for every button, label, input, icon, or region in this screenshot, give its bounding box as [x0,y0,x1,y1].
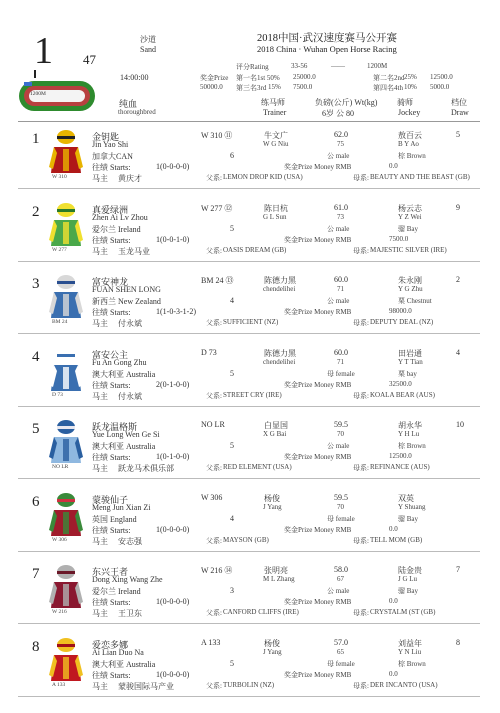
entry-divider [18,551,480,552]
horse-age: 5 [230,659,234,668]
header-trainer-cn: 练马师 [261,98,285,107]
horse-weight: 60.0 [334,275,348,284]
prize-money-label: 奖金Prize Money RMB [284,381,352,389]
horse-dam: BEAUTY AND THE BEAST (GB) [370,173,470,181]
horse-jockey-en: Y Z Wei [398,213,422,221]
horse-rating: BM 24 ⑬ [201,276,234,285]
silk-label: D 73 [52,392,63,398]
race-time: 14:00:00 [120,73,149,82]
horse-trainer-en: G L Sun [263,213,287,221]
surface-cn: 沙道 [140,35,156,44]
horse-number: 6 [32,494,40,510]
horse-name-cn: 东兴王者 [92,567,129,577]
horse-color: 棕 Brown [398,442,426,450]
race-title: 2018中国·武汉速度赛马公开赛 [257,33,397,44]
horse-prize: 12500.0 [389,452,412,460]
horse-trainer-en: J Yang [263,648,282,656]
horse-trainer-cn: 张明亮 [264,566,288,575]
prize-money-label: 奖金Prize Money RMB [284,671,352,679]
entry-divider [18,478,480,479]
sire-label: 父系: [206,464,222,472]
horse-sire: MAYSON (GB) [223,536,269,544]
horse-sire: TURBOLIN (NZ) [223,681,275,689]
owner-label: 马主 [92,609,108,618]
horse-weight-lb: 70 [337,430,344,438]
prize-label: 奖金Prize [200,74,229,82]
horse-jockey-cn: 胡永华 [398,421,422,430]
horse-age: 3 [230,586,234,595]
career-label: 往绩 Starts: [92,671,131,680]
header-jockey-en: Jockey [398,108,421,117]
prize-3rd-value: 7500.0 [293,83,313,91]
prize-money-label: 奖金Prize Money RMB [284,526,352,534]
horse-number: 7 [32,566,40,582]
horse-sire: LEMON DROP KID (USA) [223,173,303,181]
horse-weight-lb: 71 [337,358,344,366]
horse-sire: SUFFICIENT (NZ) [223,318,279,326]
owner-label: 马主 [92,174,108,183]
race-subtitle: 2018 China · Wuhan Open Horse Racing [257,44,397,54]
horse-dam: TELL MOM (GB) [370,536,423,544]
horse-jockey-cn: 田岩通 [398,349,422,358]
horse-sex: 母 female [327,515,355,523]
career-label: 往绩 Starts: [92,236,131,245]
horse-rating: A 133 [201,638,221,647]
horse-jockey-en: B Y Ao [398,140,419,148]
header-draw-en: Draw [451,108,469,117]
horse-number: 1 [32,131,40,147]
prize-money-label: 奖金Prize Money RMB [284,308,352,316]
prize-4th-value: 5000.0 [430,83,450,91]
horse-origin: 澳大利亚 Australia [92,442,156,451]
horse-origin: 澳大利亚 Australia [92,660,156,669]
career-label: 往绩 Starts: [92,526,131,535]
class-cn: 纯血 [119,99,138,109]
horse-sire: CANFORD CLIFFS (IRE) [223,608,299,616]
horse-name-cn: 真爱绿洲 [92,205,129,215]
horse-trainer-cn: 杨俊 [264,494,280,503]
horse-name-en: Dong Xing Wang Zhe [92,575,163,584]
entry-divider [18,406,480,407]
sire-label: 父系: [206,682,222,690]
horse-owner: 付永斌 [118,319,142,328]
career-label: 往绩 Starts: [92,598,131,607]
horse-draw: 8 [456,638,460,647]
horse-trainer-cn: 陈德力黑 [264,349,296,358]
horse-origin: 英国 England [92,515,137,524]
horse-jockey-cn: 刘益年 [398,639,422,648]
horse-dam: MAJESTIC SILVER (IRE) [370,246,447,254]
prize-2nd-pct: 25% [404,73,417,81]
prize-money-label: 奖金Prize Money RMB [284,236,352,244]
horse-draw: 9 [456,203,460,212]
horse-name-cn: 富安神龙 [92,277,129,287]
career-label: 往绩 Starts: [92,381,131,390]
sire-label: 父系: [206,174,222,182]
horse-name-en: Meng Jun Xian Zi [92,503,151,512]
header-weight-cn: 负磅(公斤) Wt(kg) [315,98,378,107]
silk-label: NO LR [52,464,69,470]
horse-jockey-en: Y H Lu [398,430,420,438]
horse-number: 3 [32,276,40,292]
horse-sire: STREET CRY (IRE) [223,391,282,399]
horse-weight: 61.0 [334,203,348,212]
surface-en: Sand [140,45,156,54]
horse-jockey-en: Y Shuang [398,503,426,511]
horse-draw: 10 [456,420,464,429]
horse-weight-lb: 71 [337,285,344,293]
owner-label: 马主 [92,247,108,256]
horse-dam: DER INCANTO (USA) [370,681,438,689]
horse-prize: 0.0 [389,525,398,533]
horse-sire: RED ELEMENT (USA) [223,463,292,471]
horse-name-cn: 爱恋多娜 [92,640,129,650]
horse-origin: 新西兰 New Zealand [92,297,161,306]
horse-rating: W 310 ⑪ [201,131,233,140]
horse-owner: 玉龙马业 [118,247,150,256]
horse-draw: 7 [456,565,460,574]
horse-color: 骝 Bay [398,515,419,523]
horse-starts: 1(1-0-3-1-2) [156,307,196,316]
horse-name-cn: 蒙骏仙子 [92,495,129,505]
horse-draw: 2 [456,275,460,284]
dam-label: 母系: [353,392,369,400]
horse-prize: 0.0 [389,597,398,605]
horse-number: 8 [32,639,40,655]
entry-divider [18,696,480,697]
horse-dam: KOALA BEAR (AUS) [370,391,435,399]
horse-draw: 5 [456,130,460,139]
horse-name-en: Zhen Ai Lv Zhou [92,213,148,222]
horse-prize: 7500.0 [389,235,409,243]
horse-draw: 4 [456,348,460,357]
horse-owner: 黄庆才 [118,174,142,183]
horse-starts: 1(0-0-0-0) [156,525,190,534]
header-draw-cn: 档位 [451,98,467,107]
career-label: 往绩 Starts: [92,453,131,462]
horse-owner: 蒙骏国际马产业 [118,682,174,691]
horse-trainer-cn: 杨俊 [264,639,280,648]
horse-origin: 爱尔兰 Ireland [92,225,141,234]
silk-label: BM 24 [52,319,68,325]
prize-2nd-value: 12500.0 [430,73,453,81]
horse-name-en: Jin Yao Shi [92,140,129,149]
horse-weight: 59.5 [334,493,348,502]
silk-label: W 306 [52,537,67,543]
jockey-silks-icon [48,490,84,542]
horse-weight: 57.0 [334,638,348,647]
track-distance-label: 1200M [30,91,46,97]
horse-trainer-cn: 陈日杭 [264,204,288,213]
dam-label: 母系: [353,247,369,255]
owner-label: 马主 [92,392,108,401]
horse-sex: 母 female [327,660,355,668]
jockey-silks-icon [48,635,84,687]
prize-3rd-label: 第三名3rd [236,84,267,92]
start-marker-icon [34,70,46,78]
horse-trainer-en: chendelihei [263,358,296,366]
horse-jockey-cn: 杨云志 [398,204,422,213]
horse-color: 栗 bay [398,370,417,378]
horse-sex: 公 male [327,225,350,233]
horse-jockey-cn: 双英 [398,494,414,503]
class-en: thoroughbred [118,108,156,116]
entry-divider [18,188,480,189]
horse-prize: 0.0 [389,670,398,678]
header-weight-en: 6岁 公 80 [322,109,354,118]
horse-prize: 0.0 [389,162,398,170]
horse-starts: 1(0-0-0-0) [156,670,190,679]
horse-jockey-en: Y T Tian [398,358,423,366]
horse-weight: 60.0 [334,348,348,357]
dam-label: 母系: [353,174,369,182]
horse-weight-lb: 73 [337,213,344,221]
rating-label: 评分Rating [236,63,269,71]
horse-color: 棕 Brown [398,152,426,160]
horse-color: 栗 Chestnut [398,297,432,305]
horse-rating: D 73 [201,348,217,357]
prize-4th-pct: 10% [404,83,417,91]
horse-name-en: Ai Lian Duo Na [92,648,144,657]
horse-sex: 公 male [327,297,350,305]
horse-color: 骝 Bay [398,225,419,233]
silk-label: W 310 [52,174,67,180]
horse-age: 6 [230,151,234,160]
horse-name-cn: 富安公主 [92,350,129,360]
prize-money-label: 奖金Prize Money RMB [284,163,352,171]
horse-sire: OASIS DREAM (GB) [223,246,287,254]
horse-prize: 32500.0 [389,380,412,388]
horse-jockey-en: Y G Zhu [398,285,423,293]
prize-money-label: 奖金Prize Money RMB [284,453,352,461]
header-divider [18,121,480,122]
horse-weight-lb: 67 [337,575,344,583]
horse-weight-lb: 70 [337,503,344,511]
jockey-silks-icon [48,127,84,179]
horse-weight: 59.5 [334,420,348,429]
prize-total: 50000.0 [200,83,223,91]
horse-sex: 公 male [327,152,350,160]
horse-sex: 母 female [327,370,355,378]
horse-sex: 公 male [327,442,350,450]
horse-trainer-en: X G Bai [263,430,287,438]
horse-trainer-cn: 陈德力黑 [264,276,296,285]
prize-3rd-pct: 15% [268,83,281,91]
horse-weight-lb: 65 [337,648,344,656]
horse-starts: 1(0-0-1-0) [156,235,190,244]
horse-weight-lb: 75 [337,140,344,148]
sire-label: 父系: [206,609,222,617]
horse-starts: 2(0-1-0-0) [156,380,190,389]
sire-label: 父系: [206,247,222,255]
horse-name-en: Fu An Gong Zhu [92,358,147,367]
horse-rating: NO LR [201,420,225,429]
prize-1st-label: 第一名1st 50% [236,74,280,82]
horse-rating: W 277 ⑫ [201,204,233,213]
prize-4th-label: 第四名4th [373,84,403,92]
horse-color: 骝 Bay [398,587,419,595]
horse-weight: 58.0 [334,565,348,574]
rating-range: 33-56 [291,62,308,70]
dam-label: 母系: [353,682,369,690]
jockey-silks-icon [48,200,84,252]
owner-label: 马主 [92,464,108,473]
silk-label: A 133 [52,682,66,688]
horse-age: 5 [230,224,234,233]
horse-trainer-cn: 牛文广 [264,131,288,140]
silk-label: W 277 [52,247,67,253]
race-number: 1 [34,30,53,72]
horse-dam: CRYSTALM (ST (GB) [370,608,436,616]
horse-number: 5 [32,421,40,437]
horse-starts: 1(0-0-0-0) [156,597,190,606]
horse-owner: 付永斌 [118,392,142,401]
prize-2nd-label: 第二名2nd [373,74,405,82]
horse-owner: 安志强 [118,537,142,546]
prize-1st-value: 25000.0 [293,73,316,81]
entry-divider [18,623,480,624]
jockey-silks-icon [48,562,84,614]
entry-divider [18,261,480,262]
prize-money-label: 奖金Prize Money RMB [284,598,352,606]
silk-label: W 216 [52,609,67,615]
jockey-silks-icon [48,417,84,469]
horse-sex: 公 male [327,587,350,595]
horse-origin: 加拿大CAN [92,152,133,161]
horse-owner: 王卫东 [118,609,142,618]
horse-prize: 98000.0 [389,307,412,315]
entry-divider [18,333,480,334]
horse-origin: 澳大利亚 Australia [92,370,156,379]
horse-starts: 1(0-1-0-0) [156,452,190,461]
sire-label: 父系: [206,392,222,400]
sire-label: 父系: [206,537,222,545]
horse-number: 4 [32,349,40,365]
horse-dam: REFINANCE (AUS) [370,463,430,471]
header-trainer-en: Trainer [263,108,287,117]
jockey-silks-icon [48,272,84,324]
horse-name-en: Yue Long Wen Ge Si [92,430,160,439]
horse-trainer-en: J Yang [263,503,282,511]
race-badge-number: 47 [83,52,96,67]
horse-age: 4 [230,514,234,523]
dam-label: 母系: [353,537,369,545]
horse-age: 4 [230,296,234,305]
horse-trainer-en: W G Niu [263,140,289,148]
horse-name-cn: 金钥匙 [92,132,120,142]
horse-starts: 1(0-0-0-0) [156,162,190,171]
horse-color: 棕 Brown [398,660,426,668]
horse-age: 5 [230,369,234,378]
horse-dam: DEPUTY DEAL (NZ) [370,318,434,326]
owner-label: 马主 [92,682,108,691]
career-label: 往绩 Starts: [92,308,131,317]
career-label: 往绩 Starts: [92,163,131,172]
horse-name-en: FUAN SHEN LONG [92,285,161,294]
header-jockey-cn: 骑师 [397,98,413,107]
horse-jockey-cn: 敖百云 [398,131,422,140]
horse-trainer-en: chendelihei [263,285,296,293]
horse-trainer-cn: 白显国 [264,421,288,430]
sire-label: 父系: [206,319,222,327]
horse-age: 5 [230,441,234,450]
horse-jockey-cn: 朱永刚 [398,276,422,285]
horse-rating: W 306 [201,493,223,502]
jockey-silks-icon [48,345,84,397]
rating-dash: —— [331,62,345,70]
horse-owner: 跃龙马术俱乐部 [118,464,174,473]
horse-weight: 62.0 [334,130,348,139]
horse-jockey-en: J G Lu [398,575,418,583]
horse-jockey-en: Y N Liu [398,648,422,656]
horse-origin: 爱尔兰 Ireland [92,587,141,596]
horse-name-cn: 跃龙温格斯 [92,422,138,432]
dam-label: 母系: [353,464,369,472]
owner-label: 马主 [92,537,108,546]
horse-jockey-cn: 陆金贵 [398,566,422,575]
owner-label: 马主 [92,319,108,328]
horse-number: 2 [32,204,40,220]
horse-trainer-en: M L Zhang [263,575,295,583]
race-distance: 1200M [367,62,388,70]
dam-label: 母系: [353,609,369,617]
dam-label: 母系: [353,319,369,327]
horse-rating: W 216 ⑭ [201,566,233,575]
